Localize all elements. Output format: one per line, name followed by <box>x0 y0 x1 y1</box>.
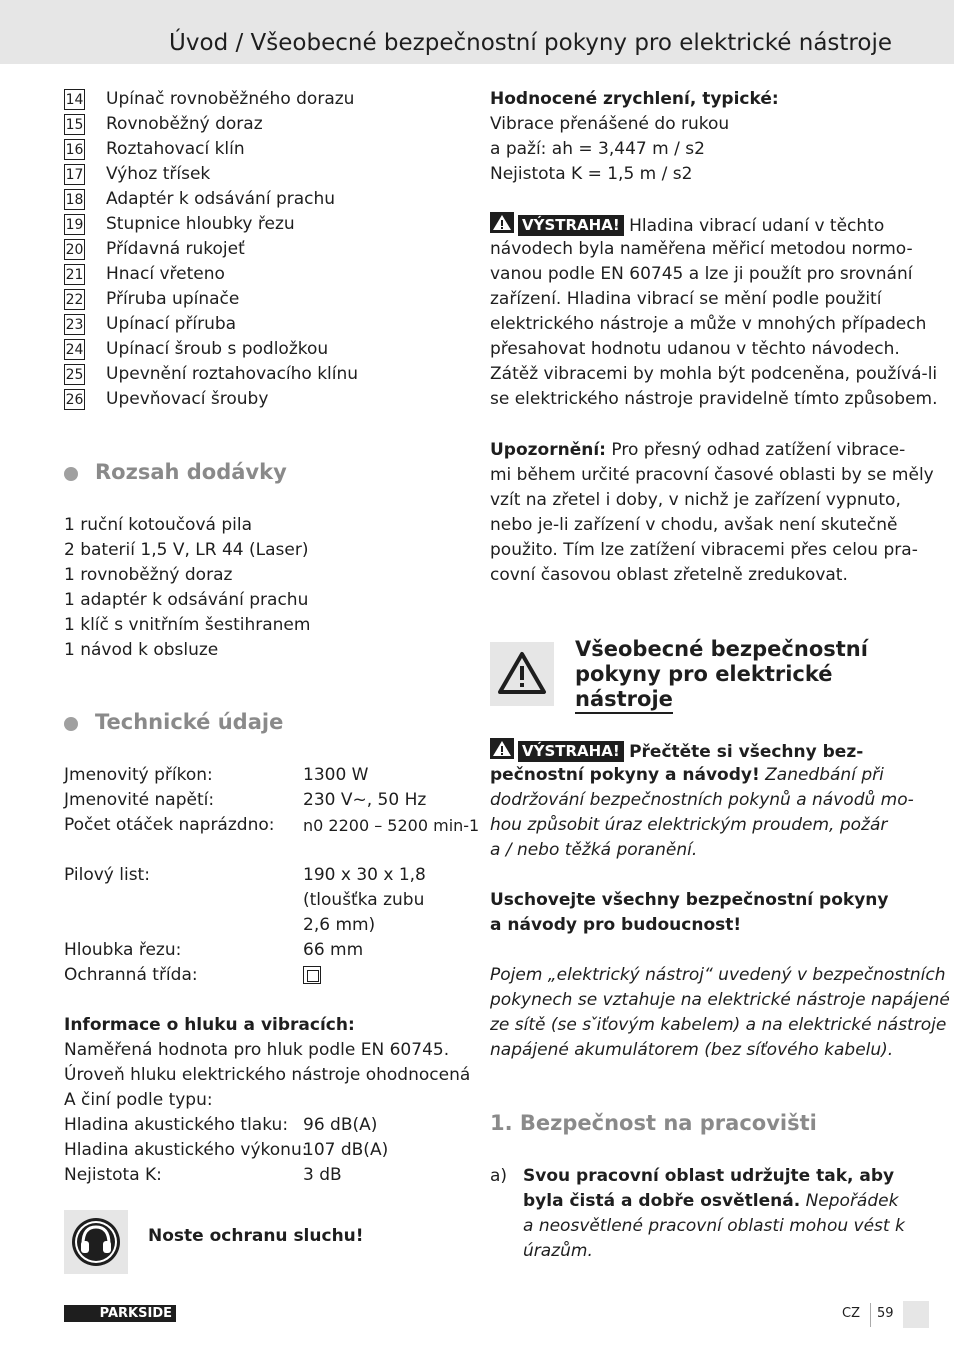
note-first-line <box>490 438 905 463</box>
term-line: pokynech se vztahuje na elektrické nástroje napájené <box>490 990 950 1010</box>
workplace-heading: 1. Bezpečnost na pracovišti <box>490 1111 817 1135</box>
noise-label: Hladina akustického tlaku: <box>64 1115 289 1135</box>
safety-bold: pečnostní pokyny a návody! <box>490 765 760 785</box>
part-number: 25 <box>64 364 85 385</box>
note-line: mi během určité pracovní časové oblasti by se měly <box>490 465 934 485</box>
part-label: Přídavná rukojeť <box>106 239 245 259</box>
note-text: Pro přesný odhad zatížení vibrace- <box>611 440 906 460</box>
part-number: 24 <box>64 339 85 360</box>
brand-logo: PARKSIDE <box>64 1305 176 1322</box>
vibration-line: a paží: ah = 3,447 m / s2 <box>490 139 705 159</box>
workplace-bold: byla čistá a dobře osvětlená. <box>523 1191 801 1211</box>
delivery-item: 2 baterií 1,5 V, LR 44 (Laser) <box>64 540 309 560</box>
part-number: 20 <box>64 239 85 260</box>
warning-line: vanou podle EN 60745 a lze ji použít pro srovnání <box>490 264 913 284</box>
part-label: Stupnice hloubky řezu <box>106 214 295 234</box>
tech-value: 230 V~, 50 Hz <box>303 790 427 810</box>
part-label: Adaptér k odsávání prachu <box>106 189 336 209</box>
part-number: 21 <box>64 264 85 285</box>
part-label: Roztahovací klín <box>106 139 245 159</box>
tech-label: Jmenovitý příkon: <box>64 765 213 785</box>
part-label: Upínací šroub s podložkou <box>106 339 329 359</box>
warning-triangle-icon <box>490 212 514 233</box>
tech-value: (tloušťka zubu <box>303 890 425 910</box>
noise-line: Naměřená hodnota pro hluk podle EN 60745. <box>64 1040 450 1060</box>
warning-line: přesahovat hodnotu udanou v těchto návodech. <box>490 339 900 359</box>
safety-title-line: Všeobecné bezpečnostní <box>575 637 868 661</box>
part-number: 16 <box>64 139 85 160</box>
safety-title-line: nástroje <box>575 687 673 714</box>
delivery-heading: Rozsah dodávky <box>95 460 287 484</box>
warning-triangle-icon <box>490 738 514 759</box>
page-title: Úvod / Všeobecné bezpečnostní pokyny pro elektrické nástroje <box>169 30 892 56</box>
tech-value: n0 2200 – 5200 min-1 <box>303 816 480 835</box>
part-number: 19 <box>64 214 85 235</box>
note-line: covní časovou oblast zřetelně zredukovat. <box>490 565 848 585</box>
delivery-item: 1 ruční kotoučová pila <box>64 515 252 535</box>
workplace-italic: Nepořádek <box>805 1191 899 1211</box>
tech-value: 190 x 30 x 1,8 <box>303 865 426 885</box>
warning-line: Zátěž vibracemi by mohla být podceněna, používá-li <box>490 364 938 384</box>
noise-heading: Informace o hluku a vibracích: <box>64 1015 355 1035</box>
part-number: 14 <box>64 89 85 110</box>
ear-protection-icon <box>64 1210 128 1274</box>
noise-label: Hladina akustického výkonu: <box>64 1140 308 1160</box>
workplace-italic-line: úrazům. <box>523 1241 593 1261</box>
part-number: 17 <box>64 164 85 185</box>
warning-badge: VÝSTRAHA! <box>518 215 624 236</box>
note-line: nebo je-li zařízení v chodu, avšak není skutečně <box>490 515 898 535</box>
term-line: Pojem „elektrický nástroj“ uvedený v bezpečnostních <box>490 965 946 985</box>
term-line: ze sítě (se s ̌iťovým kabelem) a na elektrické nástroje <box>490 1015 947 1035</box>
safety-warning-line <box>490 738 863 765</box>
warning-line: zařízení. Hladina vibrací se mění podle použití <box>490 289 882 309</box>
safety-italic-line: a / nebo těžká poranění. <box>490 840 698 860</box>
warning-triangle-icon <box>490 642 554 706</box>
safety-italic-line: dodržování bezpečnostních pokynů a návodů mo- <box>490 790 914 810</box>
noise-value: 3 dB <box>303 1165 342 1185</box>
vibration-line: Nejistota K = 1,5 m / s2 <box>490 164 693 184</box>
warning-line: se elektrického nástroje pravidelně tímto způsobem. <box>490 389 938 409</box>
workplace-italic-line: a neosvětlené pracovní oblasti mohou vést k <box>523 1216 905 1236</box>
tech-heading: Technické údaje <box>95 710 284 734</box>
workplace-line <box>523 1189 898 1214</box>
note-label: Upozornění: <box>490 440 606 460</box>
footer-marker <box>903 1301 929 1328</box>
footer-lang: CZ <box>842 1306 860 1321</box>
keep-instructions-line: Uschovejte všechny bezpečnostní pokyny <box>490 890 889 910</box>
part-label: Upevňovací šrouby <box>106 389 269 409</box>
part-label: Rovnoběžný doraz <box>106 114 263 134</box>
workplace-bold-line: Svou pracovní oblast udržujte tak, aby <box>523 1166 895 1186</box>
part-label: Výhoz třísek <box>106 164 211 184</box>
part-number: 15 <box>64 114 85 135</box>
note-line: použito. Tím lze zatížení vibracemi přes celou pra- <box>490 540 918 560</box>
part-number: 23 <box>64 314 85 335</box>
term-line: napájené akumulátorem (bez síťového kabelu). <box>490 1040 894 1060</box>
part-label: Upínač rovnoběžného dorazu <box>106 89 355 109</box>
vibration-line: Vibrace přenášené do rukou <box>490 114 730 134</box>
warning-first-line <box>490 212 884 239</box>
safety-italic-line: hou způsobit úraz elektrickým proudem, požár <box>490 815 888 835</box>
part-label: Hnací vřeteno <box>106 264 225 284</box>
part-number: 22 <box>64 289 85 310</box>
delivery-item: 1 adaptér k odsávání prachu <box>64 590 309 610</box>
vibration-heading: Hodnocené zrychlení, typické: <box>490 89 779 109</box>
tech-value: 66 mm <box>303 940 364 960</box>
part-number: 18 <box>64 189 85 210</box>
note-line: vzít na zřetel i doby, v nichž je zařízení vypnuto, <box>490 490 901 510</box>
tech-label: Pilový list: <box>64 865 150 885</box>
warning-text: Hladina vibrací udaní v těchto <box>629 216 885 236</box>
ear-note: Noste ochranu sluchu! <box>148 1226 364 1246</box>
safety-line <box>490 763 884 788</box>
protection-class-icon <box>303 966 321 984</box>
noise-value: 96 dB(A) <box>303 1115 378 1135</box>
safety-bold: Přečtěte si všechny bez- <box>629 742 864 762</box>
tech-value: 1300 W <box>303 765 369 785</box>
warning-badge: VÝSTRAHA! <box>518 741 624 762</box>
noise-value: 107 dB(A) <box>303 1140 389 1160</box>
safety-italic: Zanedbání při <box>765 765 884 785</box>
bullet-icon <box>64 717 78 731</box>
tech-value: 2,6 mm) <box>303 915 376 935</box>
part-number: 26 <box>64 389 85 410</box>
warning-line: návodech byla naměřena měřicí metodou normo- <box>490 239 913 259</box>
item-letter: a) <box>490 1166 508 1186</box>
part-label: Příruba upínače <box>106 289 240 309</box>
keep-instructions-line: a návody pro budoucnost! <box>490 915 742 935</box>
delivery-item: 1 návod k obsluze <box>64 640 219 660</box>
delivery-item: 1 klíč s vnitřním šestihranem <box>64 615 311 635</box>
page-number: 59 <box>877 1306 894 1321</box>
noise-line: Úroveň hluku elektrického nástroje ohodnocená <box>64 1065 471 1085</box>
noise-line: A činí podle typu: <box>64 1090 213 1110</box>
tech-label: Jmenovité napětí: <box>64 790 215 810</box>
noise-label: Nejistota K: <box>64 1165 162 1185</box>
warning-line: elektrického nástroje a může v mnohých případech <box>490 314 927 334</box>
tech-label: Hloubka řezu: <box>64 940 182 960</box>
tech-label: Počet otáček naprázdno: <box>64 815 275 835</box>
bullet-icon <box>64 467 78 481</box>
part-label: Upevnění roztahovacího klínu <box>106 364 359 384</box>
footer-divider <box>870 1303 871 1327</box>
tech-label: Ochranná třída: <box>64 965 198 985</box>
part-label: Upínací příruba <box>106 314 237 334</box>
delivery-item: 1 rovnoběžný doraz <box>64 565 233 585</box>
safety-title-line: pokyny pro elektrické <box>575 662 833 686</box>
